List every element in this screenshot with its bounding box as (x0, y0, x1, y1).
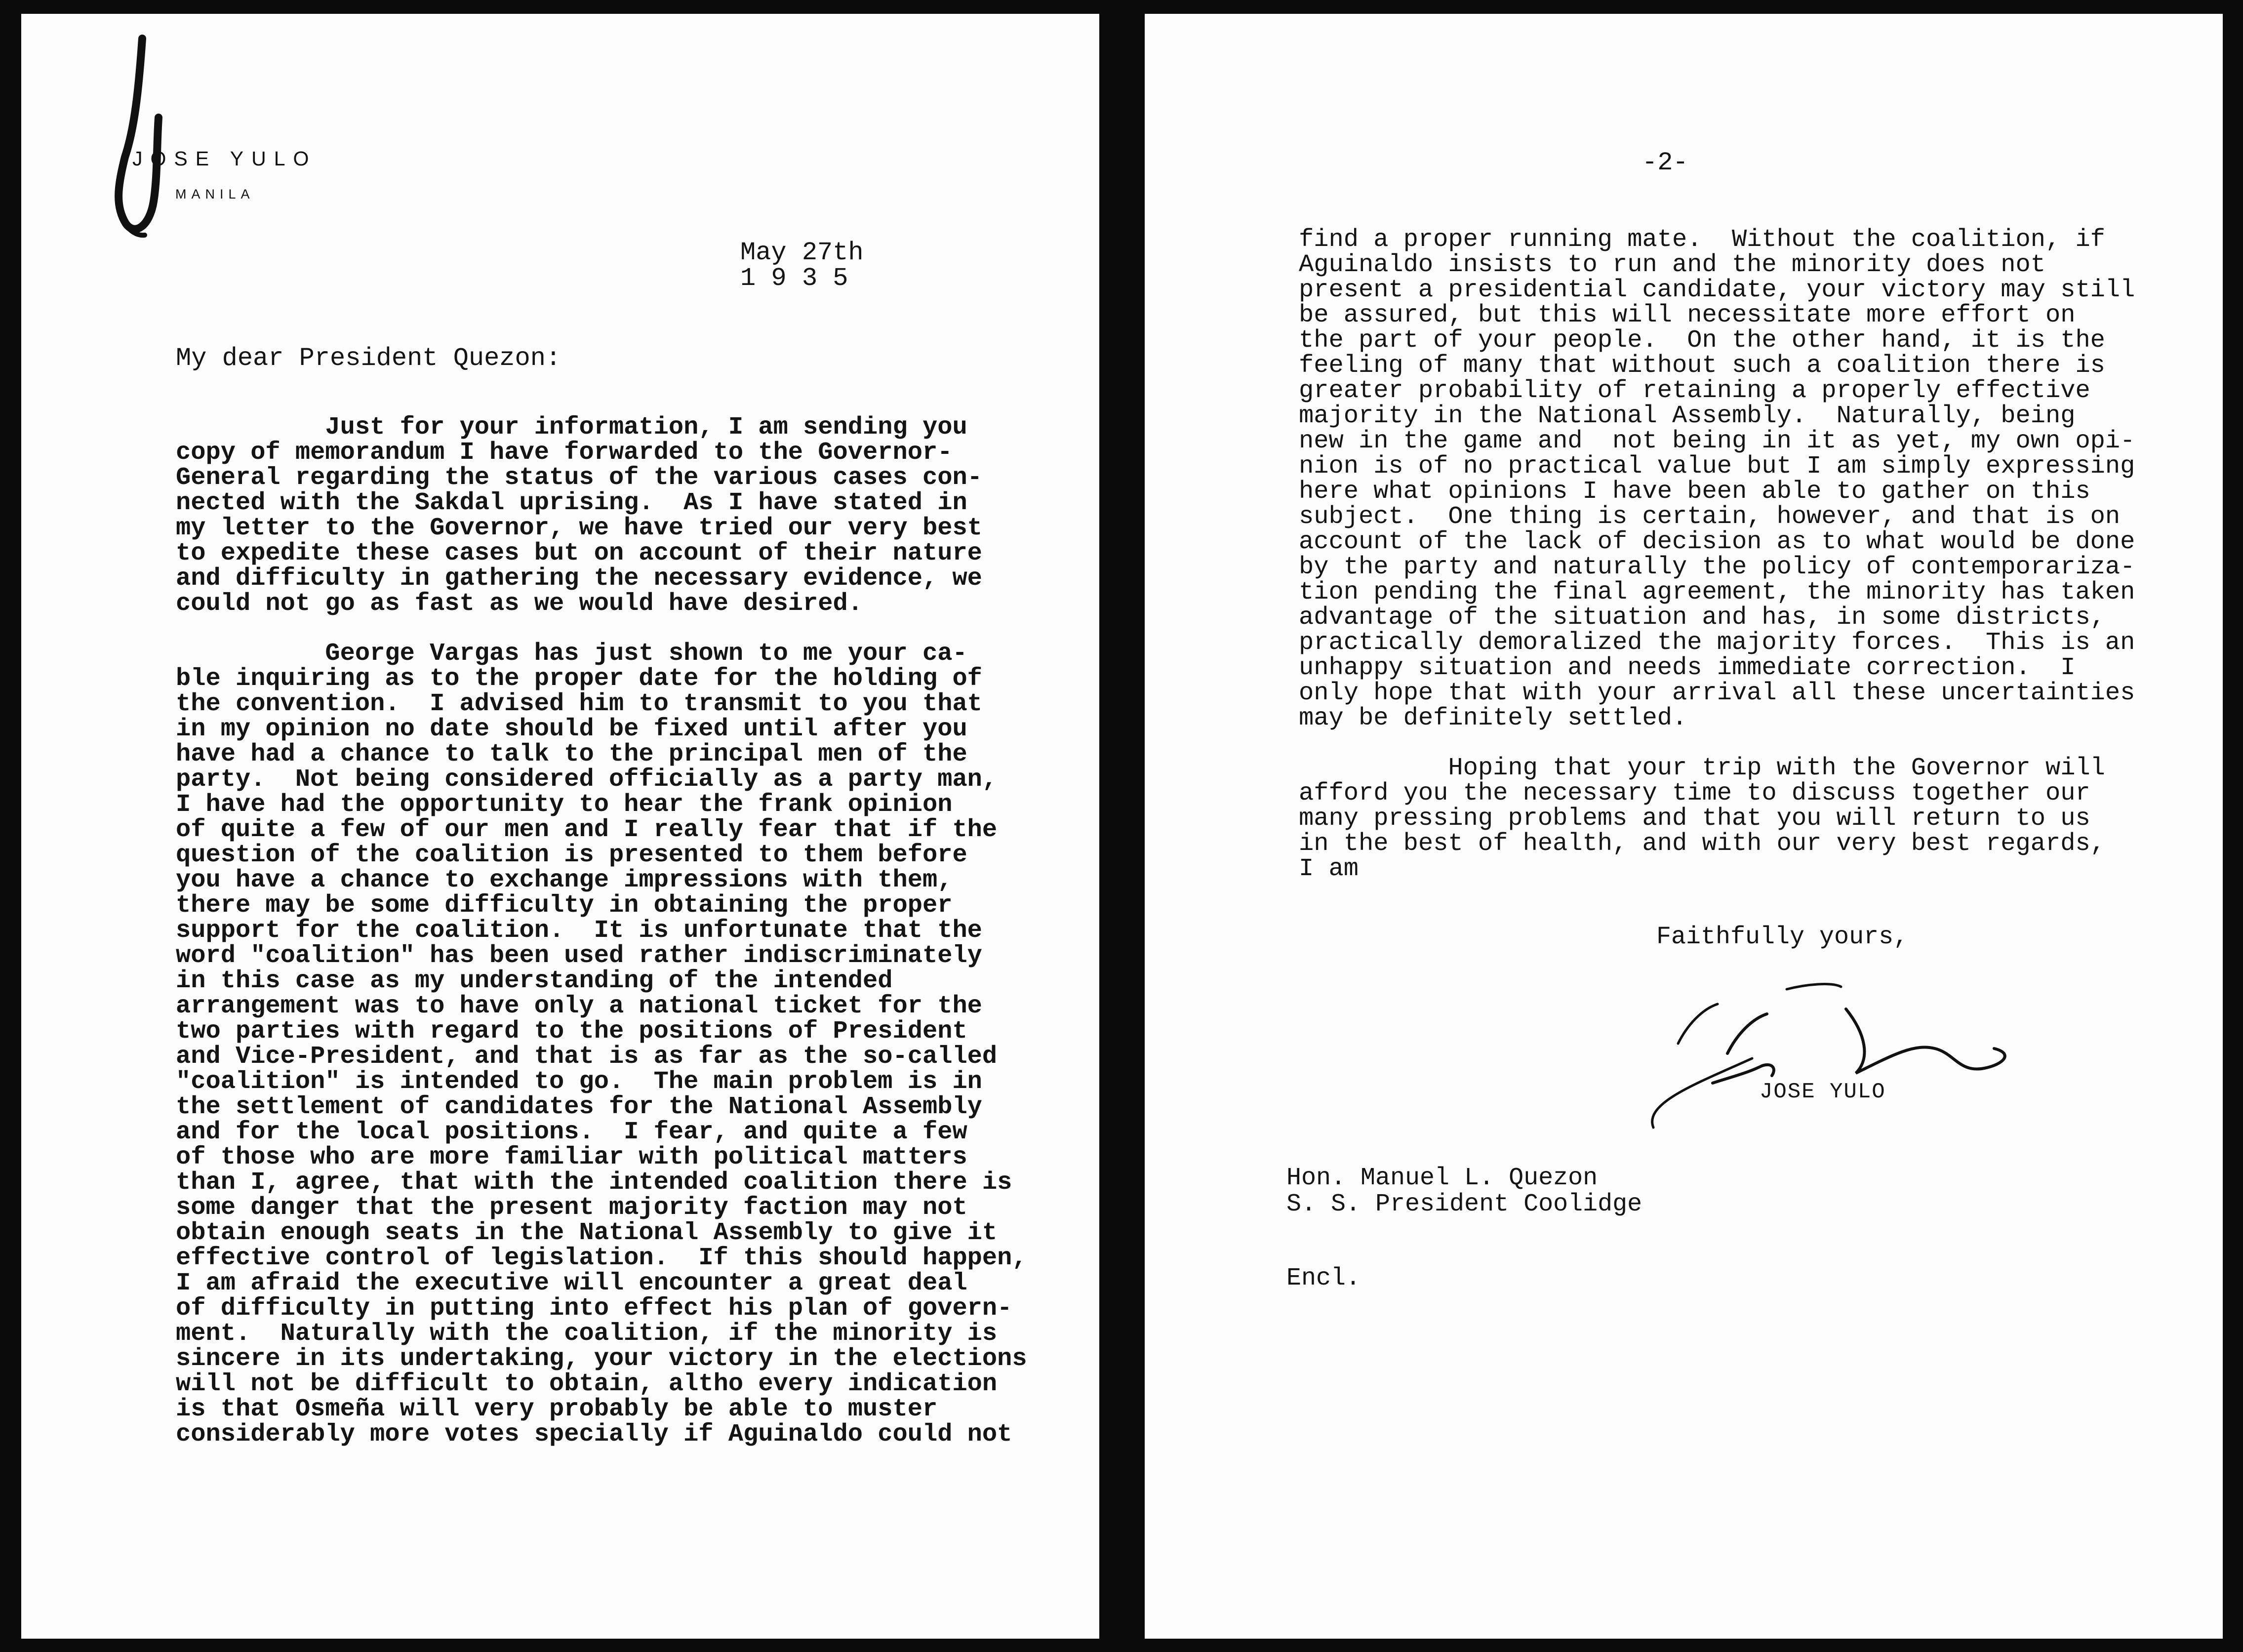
handwritten-initial-mark (95, 29, 169, 246)
letter-page-1 (21, 14, 1099, 1639)
text-line: General regarding the status of the various cases con- (176, 464, 982, 492)
paragraph (1299, 227, 2135, 731)
text-line: majority in the National Assembly. Naturally, being (1299, 402, 2076, 430)
letterhead-city: MANILA (175, 187, 255, 201)
text-line: could not go as fast as we would have desired. (176, 590, 863, 618)
text-line: Hoping that your trip with the Governor will (1299, 754, 2105, 782)
salutation: My dear President Quezon: (176, 344, 561, 373)
text-line: advantage of the situation and has, in some districts, (1299, 604, 2105, 632)
text-line: you have a chance to exchange impressions with them, (176, 866, 953, 894)
letter-body-page-2 (1299, 227, 2135, 906)
text-line: ment. Naturally with the coalition, if the minority is (176, 1320, 998, 1348)
text-line: of those who are more familiar with political matters (176, 1143, 967, 1171)
text-line: in this case as my understanding of the intended (176, 967, 893, 995)
text-line: than I, agree, that with the intended coalition there is (176, 1168, 1012, 1197)
text-line: George Vargas has just shown to me your ca- (176, 640, 967, 668)
typed-signature-name: JOSE YULO (1760, 1080, 1886, 1104)
text-line: only hope that with your arrival all these uncertainties (1299, 679, 2135, 707)
date-line: 1 9 3 5 (740, 264, 848, 293)
text-line: be assured, but this will necessitate more effort on (1299, 301, 2076, 329)
text-line: considerably more votes specially if Aguinaldo could not (176, 1420, 1012, 1449)
text-line: "coalition" is intended to go. The main problem is in (176, 1068, 982, 1096)
text-line: and difficulty in gathering the necessary evidence, we (176, 564, 982, 593)
text-line: practically demoralized the majority forces. This is an (1299, 629, 2135, 657)
text-line: I am (1299, 855, 1359, 883)
text-line: new in the game and not being in it as yet, my own opi- (1299, 427, 2135, 455)
text-line: find a proper running mate. Without the coalition, if (1299, 226, 2105, 254)
text-line: the part of your people. On the other hand, it is the (1299, 326, 2105, 355)
letter-page-2 (1145, 14, 2223, 1639)
text-line: in my opinion no date should be fixed until after you (176, 715, 967, 743)
text-line: by the party and naturally the policy of contemporariza- (1299, 553, 2135, 581)
text-line: ble inquiring as to the proper date for the holding of (176, 665, 982, 693)
text-line: to expedite these cases but on account of their nature (176, 539, 982, 567)
text-line: tion pending the final agreement, the minority has taken (1299, 578, 2135, 606)
text-line: obtain enough seats in the National Assembly to give it (176, 1219, 998, 1247)
page-number: -2- (1642, 148, 1688, 177)
letter-body-page-1 (176, 415, 1027, 1472)
text-line: subject. One thing is certain, however, and that is on (1299, 503, 2121, 531)
text-line: nion is of no practical value but I am simply expressing (1299, 452, 2135, 481)
text-line: unhappy situation and needs immediate correction. I (1299, 654, 2076, 682)
text-line: effective control of legislation. If this should happen, (176, 1244, 1027, 1272)
letterhead-name: JOSE YULO (132, 147, 317, 170)
text-line: may be definitely settled. (1299, 704, 1687, 732)
text-line: greater probability of retaining a properly effective (1299, 377, 2090, 405)
text-line: and Vice-President, and that is as far as the so-called (176, 1043, 998, 1071)
enclosure-note: Encl. (1286, 1264, 1361, 1292)
text-line: here what opinions I have been able to gather on this (1299, 478, 2090, 506)
text-line: arrangement was to have only a national ticket for the (176, 992, 982, 1020)
address-line: S. S. President Coolidge (1286, 1190, 1642, 1218)
recipient-address (1286, 1165, 1642, 1217)
text-line: feeling of many that without such a coalition there is (1299, 352, 2105, 380)
text-line: copy of memorandum I have forwarded to the Governor- (176, 439, 953, 467)
text-line: two parties with regard to the positions of President (176, 1017, 967, 1046)
text-line: Just for your information, I am sending you (176, 413, 967, 442)
text-line: have had a chance to talk to the principal men of the (176, 740, 967, 768)
text-line: question of the coalition is presented to them before (176, 841, 967, 869)
text-line: I am afraid the executive will encounter a great deal (176, 1269, 967, 1297)
text-line: party. Not being considered officially as a party man, (176, 766, 998, 794)
text-line: sincere in its undertaking, your victory in the elections (176, 1345, 1027, 1373)
closing: Faithfully yours, (1656, 923, 1909, 951)
text-line: many pressing problems and that you will return to us (1299, 805, 2090, 833)
text-line: will not be difficult to obtain, altho every indication (176, 1370, 998, 1398)
text-line: afford you the necessary time to discuss together our (1299, 779, 2090, 807)
text-line: some danger that the present majority faction may not (176, 1194, 967, 1222)
text-line: present a presidential candidate, your victory may still (1299, 276, 2135, 304)
text-line: and for the local positions. I fear, and quite a few (176, 1118, 967, 1146)
text-line: support for the coalition. It is unfortunate that the (176, 917, 982, 945)
text-line: my letter to the Governor, we have tried our very best (176, 514, 982, 542)
paragraph (176, 641, 1027, 1447)
text-line: of difficulty in putting into effect his plan of govern- (176, 1294, 1012, 1323)
text-line: there may be some difficulty in obtaining the proper (176, 891, 953, 920)
text-line: word "coalition" has been used rather indiscriminately (176, 942, 982, 970)
text-line: of quite a few of our men and I really fear that if the (176, 816, 998, 844)
text-line: account of the lack of decision as to what would be done (1299, 528, 2135, 556)
text-line: in the best of health, and with our very best regards, (1299, 830, 2105, 858)
text-line: Aguinaldo insists to run and the minority does not (1299, 251, 2045, 279)
text-line: the settlement of candidates for the National Assembly (176, 1093, 982, 1121)
address-line: Hon. Manuel L. Quezon (1286, 1164, 1598, 1192)
handwritten-signature-icon (1639, 979, 2043, 1142)
text-line: nected with the Sakdal uprising. As I have stated in (176, 489, 967, 517)
paragraph (1299, 756, 2135, 882)
date-line: May 27th (740, 238, 864, 267)
letter-date (740, 240, 864, 291)
paragraph (176, 415, 1027, 616)
text-line: I have had the opportunity to hear the frank opinion (176, 791, 953, 819)
text-line: the convention. I advised him to transmit to you that (176, 690, 982, 718)
text-line: is that Osmeña will very probably be able to muster (176, 1395, 938, 1423)
